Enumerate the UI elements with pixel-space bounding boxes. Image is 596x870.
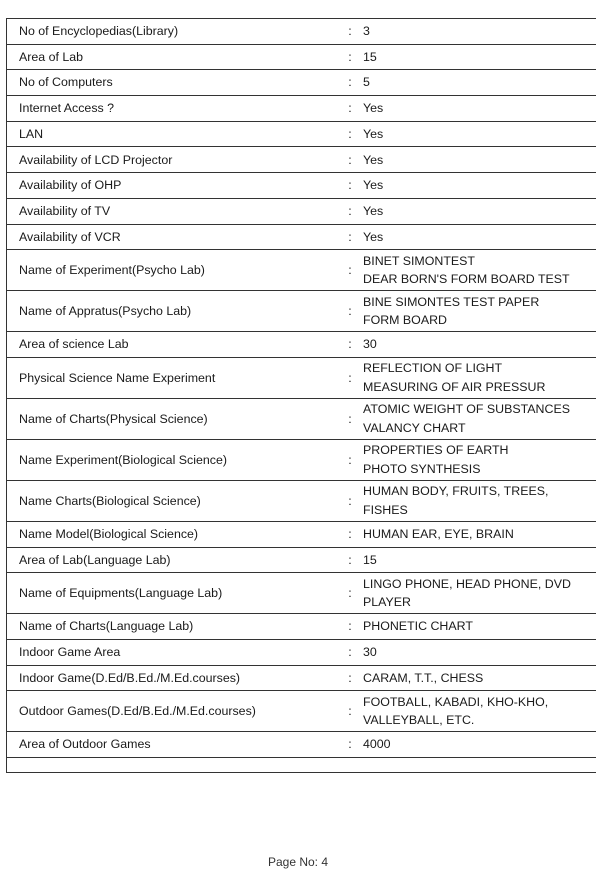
table-row [7, 573, 596, 614]
row-colon: : [337, 198, 363, 224]
row-label: Name of Experiment(Psycho Lab) [7, 250, 338, 291]
row-label: Name of Appratus(Psycho Lab) [7, 291, 338, 332]
row-value-line: Yes [363, 101, 384, 116]
row-colon: : [337, 665, 363, 691]
row-value [363, 521, 596, 547]
row-value-line: REFLECTION OF LIGHT [363, 361, 503, 376]
row-value [363, 96, 596, 122]
row-value [363, 614, 596, 640]
table-row [7, 665, 596, 691]
row-value [363, 198, 596, 224]
table-row [7, 96, 596, 122]
row-value-line: FORM BOARD [363, 313, 447, 328]
row-colon: : [337, 147, 363, 173]
row-value-line: 5 [363, 75, 370, 90]
row-colon: : [337, 121, 363, 147]
row-value-line: Yes [363, 178, 384, 193]
row-label: Name of Charts(Physical Science) [7, 398, 338, 439]
row-colon: : [337, 521, 363, 547]
row-colon: : [337, 573, 363, 614]
table-row [7, 44, 596, 70]
table-row [7, 439, 596, 480]
facilities-table-body [7, 19, 596, 773]
row-value-line: FISHES [363, 502, 408, 517]
table-row [7, 357, 596, 398]
row-label: Indoor Game Area [7, 639, 338, 665]
row-value [363, 291, 596, 332]
row-value-line: Yes [363, 126, 384, 141]
table-row [7, 332, 596, 358]
row-value [363, 121, 596, 147]
table-row [7, 173, 596, 199]
row-colon: : [337, 19, 363, 45]
row-label: Name of Equipments(Language Lab) [7, 573, 338, 614]
table-row [7, 547, 596, 573]
row-colon: : [337, 732, 363, 758]
row-value [363, 44, 596, 70]
row-value [363, 573, 596, 614]
row-value-line: 15 [363, 49, 377, 64]
row-value [363, 398, 596, 439]
row-colon: : [337, 480, 363, 521]
row-label: Name Model(Biological Science) [7, 521, 338, 547]
row-value-line: BINET SIMONTEST [363, 253, 475, 268]
row-label: Area of science Lab [7, 332, 338, 358]
row-value-line: Yes [363, 229, 384, 244]
row-value [363, 70, 596, 96]
row-colon: : [337, 439, 363, 480]
table-row [7, 691, 596, 732]
table-row [7, 250, 596, 291]
table-row [7, 639, 596, 665]
row-value [363, 691, 596, 732]
row-value [363, 19, 596, 45]
row-value-line: 3 [363, 24, 370, 39]
row-value [363, 439, 596, 480]
row-value-line: LINGO PHONE, HEAD PHONE, DVD [363, 576, 571, 591]
row-value [363, 357, 596, 398]
table-row [7, 398, 596, 439]
row-value-line: CARAM, T.T., CHESS [363, 670, 484, 685]
row-value-line: VALLEYBALL, ETC. [363, 713, 475, 728]
row-label: Area of Lab [7, 44, 338, 70]
row-label: Availability of TV [7, 198, 338, 224]
row-label: Name Charts(Biological Science) [7, 480, 338, 521]
row-value [363, 547, 596, 573]
row-label: No of Computers [7, 70, 338, 96]
row-value-line: PLAYER [363, 595, 411, 610]
row-value-line: Yes [363, 203, 384, 218]
row-value [363, 173, 596, 199]
table-row [7, 614, 596, 640]
row-value-line: BINE SIMONTES TEST PAPER [363, 294, 540, 309]
row-value-line: 4000 [363, 737, 391, 752]
row-value [363, 480, 596, 521]
table-row [7, 480, 596, 521]
table-row [7, 147, 596, 173]
row-colon: : [337, 398, 363, 439]
row-colon: : [337, 44, 363, 70]
row-value-line: 30 [363, 645, 377, 660]
row-value-line: HUMAN EAR, EYE, BRAIN [363, 526, 514, 541]
row-label: Name Experiment(Biological Science) [7, 439, 338, 480]
table-row [7, 224, 596, 250]
row-label: Physical Science Name Experiment [7, 357, 338, 398]
row-value-line: DEAR BORN'S FORM BOARD TEST [363, 272, 570, 287]
row-value-line: PROPERTIES OF EARTH [363, 443, 509, 458]
row-colon: : [337, 70, 363, 96]
row-label: No of Encyclopedias(Library) [7, 19, 338, 45]
row-label: Area of Lab(Language Lab) [7, 547, 338, 573]
row-colon: : [337, 224, 363, 250]
row-value-line: ATOMIC WEIGHT OF SUBSTANCES [363, 402, 570, 417]
row-label: Availability of LCD Projector [7, 147, 338, 173]
row-value-line: FOOTBALL, KABADI, KHO-KHO, [363, 694, 549, 709]
row-colon: : [337, 250, 363, 291]
row-colon: : [337, 547, 363, 573]
table-row [7, 19, 596, 45]
row-value-line: MEASURING OF AIR PRESSUR [363, 379, 546, 394]
row-label: Indoor Game(D.Ed/B.Ed./M.Ed.courses) [7, 665, 338, 691]
row-colon: : [337, 691, 363, 732]
row-colon: : [337, 332, 363, 358]
row-label: Availability of OHP [7, 173, 338, 199]
table-row [7, 121, 596, 147]
row-label: Area of Outdoor Games [7, 732, 338, 758]
row-colon: : [337, 357, 363, 398]
row-value-line: 30 [363, 337, 377, 352]
row-colon: : [337, 173, 363, 199]
row-colon: : [337, 291, 363, 332]
row-value [363, 332, 596, 358]
facilities-table [6, 18, 596, 773]
table-row [7, 198, 596, 224]
row-value [363, 147, 596, 173]
row-label: Availability of VCR [7, 224, 338, 250]
row-value [363, 224, 596, 250]
row-colon: : [337, 96, 363, 122]
row-colon: : [337, 639, 363, 665]
page-number: Page No: 4 [267, 855, 329, 869]
blank-row [7, 758, 596, 773]
row-value [363, 732, 596, 758]
table-row [7, 521, 596, 547]
row-label: Outdoor Games(D.Ed/B.Ed./M.Ed.courses) [7, 691, 338, 732]
table-row [7, 70, 596, 96]
blank-cell [7, 758, 596, 773]
row-value-line: Yes [363, 152, 384, 167]
table-row [7, 291, 596, 332]
row-value-line: HUMAN BODY, FRUITS, TREES, [363, 484, 549, 499]
row-label: LAN [7, 121, 338, 147]
row-value [363, 250, 596, 291]
row-colon: : [337, 614, 363, 640]
row-value-line: PHONETIC CHART [363, 619, 473, 634]
row-value-line: PHOTO SYNTHESIS [363, 461, 481, 476]
row-label: Name of Charts(Language Lab) [7, 614, 338, 640]
row-value [363, 665, 596, 691]
row-value-line: VALANCY CHART [363, 420, 466, 435]
row-value-line: 15 [363, 552, 377, 567]
table-row [7, 732, 596, 758]
row-label: Internet Access ? [7, 96, 338, 122]
row-value [363, 639, 596, 665]
